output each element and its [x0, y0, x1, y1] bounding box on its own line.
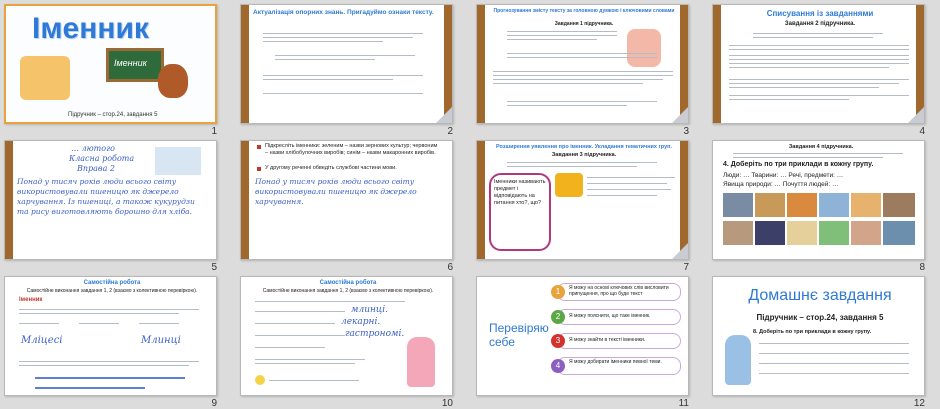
text-line: [507, 105, 627, 106]
text-line: [19, 309, 199, 310]
slide-12-title: Домашнє завдання: [748, 287, 892, 304]
slide-1-title: Іменник: [32, 12, 149, 45]
checklist-text-4: Я можу добирати іменники певної теми.: [569, 359, 662, 365]
photo-friends: [883, 193, 915, 217]
slide-thumbnail-12[interactable]: [712, 276, 925, 409]
slide-12-task: 8. Доберіть по три приклади в кожну групу.: [753, 329, 872, 335]
text-line: [19, 365, 189, 366]
text-line: [729, 49, 909, 50]
text-line: [587, 189, 671, 190]
text-line: [275, 55, 415, 56]
text-line: [587, 195, 657, 196]
wood-frame-left: [477, 5, 485, 124]
text-line: [255, 363, 355, 364]
slide-number: 4: [919, 126, 925, 137]
slide-thumbnail-9[interactable]: [4, 276, 217, 409]
slide-number: 2: [447, 126, 453, 137]
text-line: [263, 93, 423, 94]
slide-9[interactable]: [4, 276, 217, 396]
slide-3-subtitle: Завдання 1 підручника.: [554, 21, 614, 27]
wood-frame-left: [477, 141, 485, 260]
text-line: [263, 41, 383, 42]
checklist-text-3: Я можу знайти в тексті іменники.: [569, 337, 646, 343]
slide-5-class-work: Класна робота: [69, 154, 135, 163]
wood-frame-left: [5, 141, 13, 260]
slide-3-title: Прогнозування змісту тексту за головною думкою і ключовими словами: [493, 8, 675, 14]
slide-number: 12: [913, 398, 925, 409]
photo-nature: [819, 193, 849, 217]
photo-pencils: [787, 193, 817, 217]
text-line: [255, 359, 365, 360]
girl-illustration: [627, 29, 661, 67]
slide-7[interactable]: [476, 140, 689, 260]
slide-9-title: Самостійна робота: [83, 280, 141, 286]
text-line: [729, 83, 899, 84]
text-line: [507, 101, 657, 102]
handwriting-answer: млинці.: [351, 305, 388, 315]
slide-thumbnail-4[interactable]: [712, 4, 925, 137]
photo-toys: [787, 221, 817, 245]
slide-8-row-2: Явища природи: … Почуття людей: …: [723, 181, 839, 188]
text-line: [587, 183, 667, 184]
slide-11-title: Перевіряю себе: [489, 321, 549, 349]
handwriting-answer: Мліцесі: [21, 335, 63, 346]
text-line: [729, 99, 849, 100]
slide-number: 6: [447, 262, 453, 273]
photo-faces: [851, 221, 881, 245]
text-line: [275, 59, 375, 60]
number-badge-3: 3: [551, 334, 565, 348]
number-badge-4: 4: [551, 359, 565, 373]
chalkboard-text: Іменник: [114, 58, 147, 68]
slide-9-subtitle: Самостійне виконання завдання 1, 2 (взаємо з колективною перевіркою).: [26, 288, 198, 294]
text-line: [729, 79, 909, 80]
page-curl: [436, 107, 452, 123]
slide-number: 7: [683, 262, 689, 273]
wheat-illustration: [155, 147, 201, 175]
slide-3[interactable]: [476, 4, 689, 124]
page-curl: [908, 107, 924, 123]
handwriting-answer: Млинці: [141, 335, 181, 346]
page-curl: [672, 107, 688, 123]
text-line: [19, 313, 179, 314]
photo-rainbow: [819, 221, 849, 245]
photo-cat: [723, 221, 753, 245]
slide-10-title: Самостійна робота: [319, 280, 377, 286]
slide-8[interactable]: [712, 140, 925, 260]
owl-illustration: [158, 64, 188, 98]
slide-number: 5: [211, 262, 217, 273]
slide-5-exercise: Вправа 2: [77, 164, 115, 173]
boy-illustration: [725, 335, 751, 385]
definition-text: Іменники називають предмет і відповідають на питання хто?, що?: [494, 179, 546, 206]
slide-7-title: Розширення уявлення про іменник. Укладання тематичних груп.: [495, 144, 673, 150]
slide-thumbnail-7[interactable]: [476, 140, 689, 273]
text-line: [729, 59, 909, 60]
photo-animal: [755, 193, 785, 217]
slide-1[interactable]: [4, 4, 217, 124]
text-line: [507, 53, 657, 54]
text-line: [729, 67, 889, 68]
text-line: [507, 35, 617, 36]
bullet-icon: [257, 167, 261, 171]
text-line: [79, 323, 119, 324]
text-line: [263, 33, 423, 34]
text-line: [19, 323, 59, 324]
slide-thumbnail-11[interactable]: [476, 276, 689, 409]
slide-thumbnail-10[interactable]: [240, 276, 453, 409]
text-line: [729, 55, 909, 56]
bullet-icon: [257, 145, 261, 149]
photo-mountains: [883, 221, 915, 245]
text-line: [493, 79, 663, 80]
slide-8-task: 4. Доберіть по три приклади в кожну групу.: [723, 161, 874, 168]
text-line: [729, 45, 909, 46]
text-line: [729, 63, 909, 64]
text-line: [733, 153, 903, 154]
text-line: [493, 75, 673, 76]
slide-12[interactable]: [712, 276, 925, 396]
slide-thumbnail-1[interactable]: [4, 4, 217, 137]
answer-line: [759, 373, 909, 374]
text-line: [493, 71, 673, 72]
text-line: [255, 323, 335, 324]
text-line: [269, 380, 359, 381]
text-line: [507, 166, 637, 167]
answer-line: [759, 363, 909, 364]
slide-number: 10: [441, 398, 453, 409]
slide-thumbnail-2[interactable]: [240, 4, 453, 137]
text-line: [263, 37, 413, 38]
slide-number: 3: [683, 126, 689, 137]
text-line: [729, 87, 879, 88]
slide-thumbnail-3[interactable]: [476, 4, 689, 137]
number-badge-2: 2: [551, 310, 565, 324]
slide-4[interactable]: [712, 4, 925, 124]
slide-6-bullet-2: У другому реченні обведіть службові частини мови.: [265, 165, 397, 171]
slide-4-subtitle: Завдання 2 підручника.: [784, 21, 856, 27]
checklist-text-2: Я можу пояснити, що таке іменник.: [569, 313, 651, 319]
slide-1-footer: Підручник – стор.24, завдання 5: [68, 112, 158, 118]
slide-7-subtitle: Завдання 3 підручника.: [551, 152, 617, 158]
slide-11[interactable]: [476, 276, 689, 396]
book-illustration: [555, 173, 583, 197]
wood-frame-left: [241, 5, 249, 124]
slide-9-label: Іменник: [19, 297, 43, 303]
text-line: [753, 33, 883, 34]
slide-8-title: Завдання 4 підручника.: [788, 144, 854, 150]
photo-family: [851, 193, 881, 217]
slide-10[interactable]: [240, 276, 453, 396]
text-line: [753, 37, 873, 38]
wood-frame-left: [241, 141, 249, 260]
slide-number: 11: [678, 398, 689, 409]
slide-2-title: Актуалізація опорних знань. Пригадуймо ознаки тексту.: [253, 9, 434, 16]
handwriting-answer: лекарні.: [341, 317, 381, 327]
photo-lightning: [755, 221, 785, 245]
smiley-icon: [255, 375, 265, 385]
number-badge-1: 1: [551, 285, 565, 299]
text-line: [507, 162, 657, 163]
text-line: [729, 95, 909, 96]
text-line: [263, 75, 423, 76]
slide-number: 1: [211, 126, 217, 137]
answer-line: [759, 353, 909, 354]
text-line: [19, 361, 199, 362]
text-line: [507, 31, 617, 32]
photo-people: [723, 193, 753, 217]
handwriting-line: [35, 377, 185, 379]
slide-4-title: Списування із завданнями: [766, 9, 874, 18]
text-line: [587, 177, 675, 178]
slide-number: 9: [211, 398, 217, 409]
girl-illustration: [407, 337, 435, 387]
slide-12-subtitle: Підручник – стор.24, завдання 5: [756, 313, 884, 322]
text-line: [493, 83, 643, 84]
slide-2[interactable]: [240, 4, 453, 124]
checklist-text-1: Я можу на основі ключових слів висловити припущення, про що буде текст: [569, 285, 669, 297]
text-line: [139, 323, 179, 324]
slide-5[interactable]: [4, 140, 217, 260]
slide-number: 8: [919, 262, 925, 273]
slide-5-date: … лютого: [71, 144, 115, 153]
slide-6-bullet-1: Підкресліть іменники: зеленим – назви зернових культур; червоним – назви хлібобулочних виробів; синім – назви макаронних виробів.: [265, 143, 438, 156]
answer-line: [759, 343, 909, 344]
page-curl: [672, 243, 688, 259]
text-line: [507, 39, 597, 40]
slide-10-subtitle: Самостійне виконання завдання 1, 2 (взаємо з колективною перевіркою).: [262, 288, 434, 294]
books-illustration: [20, 56, 70, 100]
slide-8-row-1: Люди: … Тварини: … Речі, предмети: …: [723, 172, 844, 179]
slide-thumbnail-5[interactable]: [4, 140, 217, 273]
handwriting-line: [35, 387, 145, 389]
slide-thumbnail-6[interactable]: [240, 140, 453, 273]
slide-thumbnail-8[interactable]: [712, 140, 925, 273]
slide-5-body: Понад у тисяч років люди всього світу використовували пшеницю як джерело харчування. Із пшениці, а також кукурудзи та рису виготовляють борошно для хліба.: [17, 177, 195, 216]
text-line: [255, 301, 405, 302]
slide-6[interactable]: [240, 140, 453, 260]
text-line: [507, 57, 657, 58]
slide-6-body: Понад у тисяч років люди всього світу використовували пшеницю як джерело харчування.: [255, 177, 417, 206]
text-line: [263, 79, 393, 80]
text-line: [255, 335, 345, 336]
text-line: [255, 347, 325, 348]
handwriting-answer: гастрономі.: [345, 329, 405, 339]
text-line: [733, 157, 883, 158]
wood-frame-left: [713, 5, 721, 124]
text-line: [255, 311, 345, 312]
